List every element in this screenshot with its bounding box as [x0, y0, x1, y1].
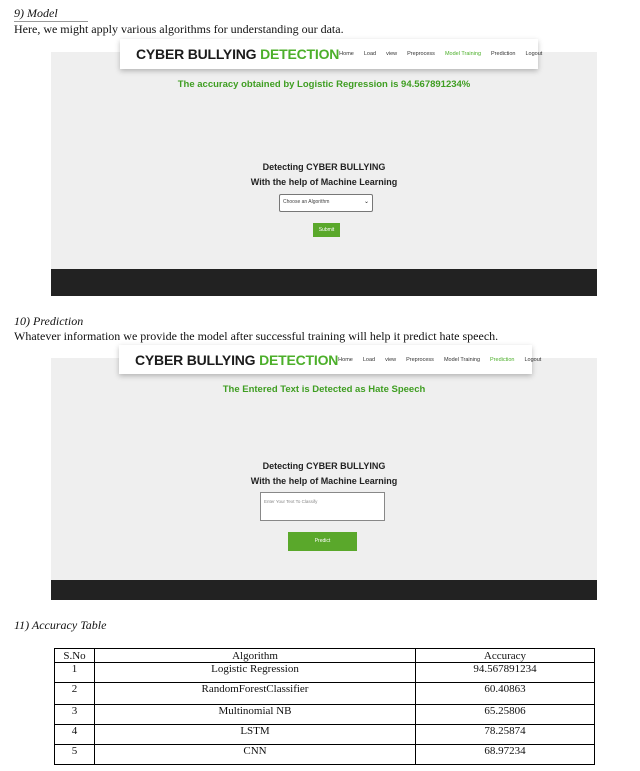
column-header: Algorithm	[95, 649, 416, 663]
table-cell: CNN	[95, 745, 416, 765]
heading-line-2: With the help of Machine Learning	[250, 177, 398, 187]
nav-item-logout[interactable]: Logout	[524, 356, 542, 363]
nav-item-view[interactable]: view	[385, 356, 397, 363]
table-cell: 68.97234	[416, 745, 595, 765]
section-accuracy-title: 11) Accuracy Table	[14, 618, 107, 632]
page-footer	[51, 580, 597, 600]
nav-item-prediction[interactable]: Prediction	[491, 51, 516, 57]
table-row	[55, 725, 595, 745]
table-cell: 65.25806	[416, 705, 595, 725]
nav-item-model-training[interactable]: Model Training	[444, 51, 482, 57]
nav-links	[338, 357, 541, 363]
nav-item-home[interactable]: Home	[339, 51, 354, 57]
table-cell: 1	[55, 663, 95, 683]
nav-item-load[interactable]: Load	[363, 51, 377, 57]
table-cell: Logistic Regression	[95, 663, 416, 683]
brand-highlight: DETECTION	[260, 46, 340, 62]
nav-item-preprocess[interactable]: Preprocess	[407, 51, 435, 57]
brand-logo	[136, 46, 339, 62]
brand-highlight: DETECTION	[259, 351, 339, 368]
brand-text: CYBER BULLYING	[136, 46, 257, 62]
table-cell: LSTM	[95, 725, 416, 745]
accuracy-result: The accuracy obtained by Logistic Regression is 94.567891234%	[177, 79, 471, 90]
table-cell: 5	[55, 745, 95, 765]
nav-item-model-training[interactable]: Model Training	[443, 356, 481, 363]
table-cell: 94.567891234	[416, 663, 595, 683]
nav-item-home[interactable]: Home	[338, 356, 353, 363]
submit-button[interactable]: Submit	[313, 223, 340, 237]
table-cell: 4	[55, 725, 95, 745]
table-header-row	[55, 649, 595, 663]
section-model-title: 9) Model	[14, 6, 58, 20]
section-prediction-text: Whatever information we provide the model after successful training will help it predict hate speech.	[14, 329, 499, 343]
nav-item-logout[interactable]: Logout	[525, 51, 543, 57]
predict-button[interactable]: Predict	[288, 532, 357, 551]
table-cell: RandomForestClassifier	[95, 683, 416, 705]
model-training-screenshot	[51, 46, 597, 296]
table-row	[55, 745, 595, 765]
column-header: Accuracy	[416, 649, 595, 663]
nav-item-prediction[interactable]: Prediction	[490, 356, 515, 363]
nav-item-load[interactable]: Load	[362, 356, 376, 363]
page-footer	[51, 269, 597, 296]
nav-item-preprocess[interactable]: Preprocess	[406, 356, 434, 363]
table-row	[55, 683, 595, 705]
table-row	[55, 705, 595, 725]
table-row	[55, 663, 595, 683]
navbar	[119, 345, 542, 374]
form-heading	[51, 459, 597, 489]
section-model-text: Here, we might apply various algorithms for understanding our data.	[14, 22, 344, 36]
table-cell: 3	[55, 705, 95, 725]
nav-item-view[interactable]: view	[386, 51, 398, 57]
prediction-screenshot	[51, 351, 597, 600]
table-cell: 2	[55, 683, 95, 705]
navbar	[120, 39, 543, 69]
algorithm-select[interactable]	[279, 194, 373, 212]
table-cell: Multinomial NB	[95, 705, 416, 725]
algorithm-select-value: Choose an Algorithm	[283, 199, 330, 205]
column-header: S.No	[55, 649, 95, 663]
chevron-down-icon: ⌄	[363, 199, 369, 205]
table-cell: 78.25874	[416, 725, 595, 745]
accuracy-table	[54, 648, 595, 765]
brand-text: CYBER BULLYING	[135, 351, 256, 368]
heading-line-1: Detecting CYBER BULLYING	[262, 162, 386, 172]
section-prediction-title: 10) Prediction	[14, 314, 84, 328]
form-heading	[51, 160, 597, 190]
nav-links	[339, 51, 542, 57]
prediction-result: The Entered Text is Detected as Hate Speech	[222, 384, 426, 395]
heading-line-2: With the help of Machine Learning	[250, 476, 398, 486]
heading-line-1: Detecting CYBER BULLYING	[262, 461, 386, 471]
text-input[interactable]: Enter Your Text To Classify	[260, 492, 385, 521]
table-cell: 60.40863	[416, 683, 595, 705]
brand-logo	[135, 352, 338, 368]
